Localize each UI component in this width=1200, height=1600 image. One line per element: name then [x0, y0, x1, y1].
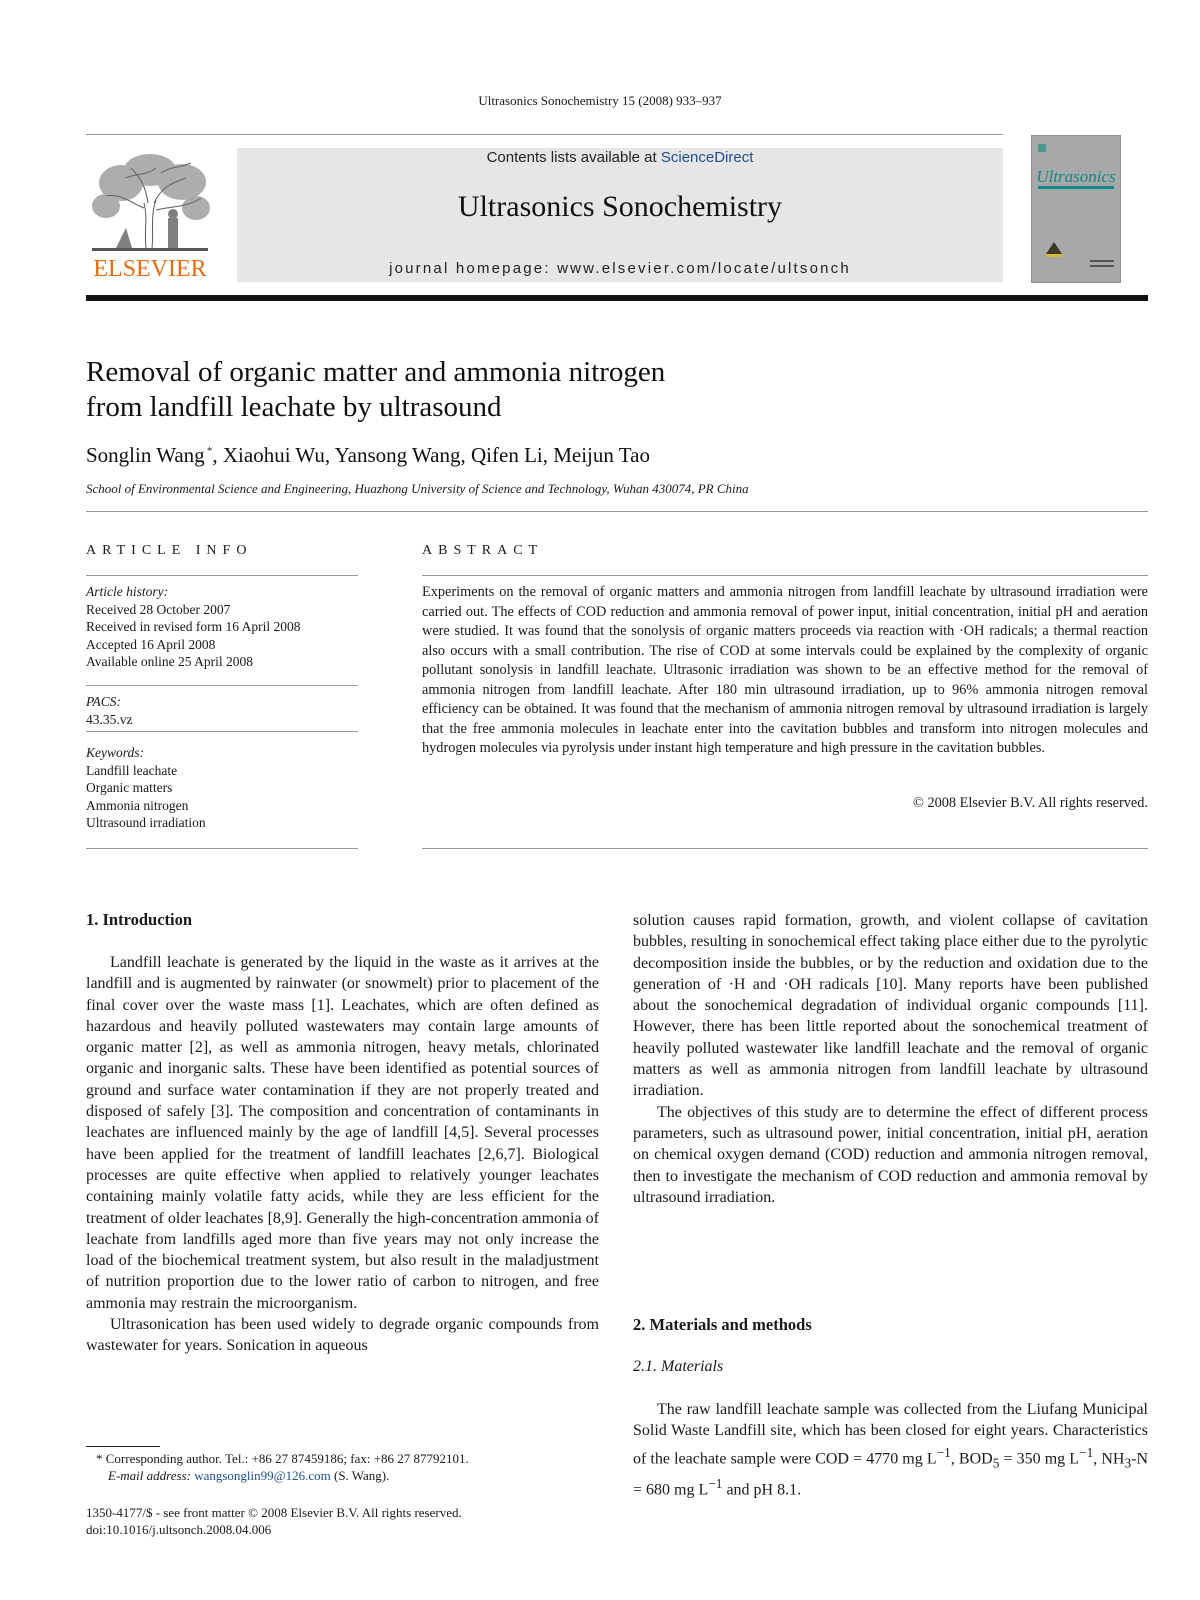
- history-label: Article history:: [86, 584, 169, 599]
- email-suffix: (S. Wang).: [330, 1468, 390, 1483]
- keyword-item: Organic matters: [86, 780, 173, 795]
- corresponding-author-note: [96, 1450, 656, 1467]
- info-bottom-rule: [86, 848, 358, 849]
- section-heading-materials-methods: 2. Materials and methods: [633, 1315, 812, 1334]
- intro-paragraph-4: The objectives of this study are to determine the effect of different process parameters, such as ultrasound power, initial concentration, initial pH, aeration on chemical oxygen demand (COD) reduction and ammonia nitrogen removal, then to investigate the mechanism of COD reduction and ammonia removal by ultrasound irradiation.: [633, 1103, 1148, 1206]
- abstract-heading: ABSTRACT: [422, 543, 544, 558]
- nh-subscript: 3: [1124, 1455, 1132, 1471]
- unit-exponent: −1: [936, 1444, 951, 1460]
- corresponding-contact: Corresponding author. Tel.: +86 27 87459186; fax: +86 27 87792101.: [102, 1451, 469, 1466]
- keyword-item: Ultrasound irradiation: [86, 815, 206, 830]
- ph-value: and pH 8.1.: [722, 1481, 802, 1499]
- received-date: Received 28 October 2007: [86, 601, 231, 617]
- revised-date: Received in revised form 16 April 2008: [86, 619, 301, 634]
- email-link[interactable]: wangsonglin99@126.com: [194, 1468, 331, 1483]
- keywords-divider: [86, 731, 358, 732]
- contents-availability: [237, 148, 1003, 166]
- abstract-text: Experiments on the removal of organic matters and ammonia nitrogen from landfill leachate by ultrasound irradiation were carried out. The effects of COD reduction and ammonia removal of power input, initial concentration, initial pH and aeration were studied. It was found that the sonolysis of organic matters proceeds via reaction with ·OH radicals; a thermal reaction also occurs with a small contribution. The rise of COD at some intervals could be explained by the complexity of organic pollutant sonolysis in landfill leachate. Ultrasonic irradiation was shown to be an effective method for the removal of ammonia nitrogen from landfill leachate. After 180 min ultrasound irradiation, up to 96% ammonia nitrogen removal efficiency can be obtained. It was found that the mechanism of ammonia nitrogen removal by ultrasound irradiation is largely that the free ammonia molecules in leachate enter into the cavitation bubbles and transform into nitrogen molecules and hydrogen molecules via pyrolysis under instant high temperature and high pressure in the cavitation bubbles.: [422, 584, 1148, 756]
- keywords-block: [86, 744, 358, 832]
- info-top-rule: [86, 575, 358, 576]
- affiliation: School of Environmental Science and Engineering, Huazhong University of Science and Technology, Wuhan 430074, PR China: [86, 481, 749, 496]
- intro-paragraph-1: Landfill leachate is generated by the liquid in the waste as it arrives at the landfill and is augmented by rainwater (or snowmelt) prior to placement of the final cover over the waste mass [1]. Leachates, which are often defined as hazardous and heavily polluted wastewaters may contain large amounts of organic matter [2], as well as ammonia nitrogen, heavy metals, chlorinated organic and inorganic salts. These have been identified as potential sources of ground and surface water contamination if they are not properly treated and disposed of safely [3]. The composition and concentration of contaminants in leachates are influenced mainly by the age of landfill [4,5]. Several processes have been applied for the treatment of landfill leachates [2,6,7]. Biological processes are quite effective when applied to relatively younger leachates containing mainly volatile fatty acids, while they are less efficient for the treatment of older leachates [8,9]. Generally the high-concentration ammonia of leachate from landfills aged more than five years may not only increase the load of the biochemical treatment system, but also result in the maladjustment of nutrition proportion due to the lower ratio of carbon to nitrogen, and free ammonia may restrain the microorganism.: [86, 954, 599, 1312]
- intro-paragraph-3: solution causes rapid formation, growth, and violent collapse of cavitation bubbles, resulting in sonochemical effect taking place either due to the pyrolytic decomposition inside the bubbles, or by the reduction and oxidation due to the generation of ·H and ·OH radicals [10]. Many reports have been published about the sonochemical degradation of individual organic compounds [11]. However, there has been little reported about the sonochemical treatment of heavily polluted wastewater like landfill leachate and the removal of organic matters as well as ammonia nitrogen from landfill leachate by ultrasound irradiation.: [633, 912, 1148, 1100]
- journal-banner: [237, 148, 1003, 282]
- pacs-code: 43.35.vz: [86, 711, 133, 727]
- pacs-block: [86, 693, 358, 728]
- materials-text: [633, 1399, 1148, 1501]
- sciencedirect-link[interactable]: ScienceDirect: [660, 149, 754, 166]
- doi-line[interactable]: doi:10.1016/j.ultsonch.2008.04.006: [86, 1522, 272, 1537]
- bod-label: , BOD: [950, 1449, 993, 1467]
- affiliation-divider: [86, 511, 1148, 512]
- author-list: [86, 443, 650, 468]
- first-author: Songlin Wang: [86, 443, 205, 467]
- publisher-wordmark: ELSEVIER: [93, 256, 207, 282]
- issn-doi-block: [86, 1504, 462, 1538]
- elsevier-logo: [86, 148, 214, 282]
- nh-value: -N = 680 mg L: [633, 1449, 1149, 1499]
- unit-exponent: −1: [708, 1476, 723, 1492]
- title-line-2: from landfill leachate by ultrasound: [86, 391, 502, 423]
- journal-name: Ultrasonics Sonochemistry: [457, 190, 783, 223]
- intro-paragraph-2: Ultrasonication has been used widely to degrade organic compounds from wastewater for years. Sonication in aqueous: [86, 1316, 599, 1355]
- pacs-divider: [86, 685, 358, 686]
- abstract-copyright: © 2008 Elsevier B.V. All rights reserved.: [913, 795, 1148, 811]
- article-history: [86, 583, 358, 671]
- email-line: [96, 1467, 656, 1484]
- left-column-text: [86, 952, 599, 1357]
- footnote-mark: *: [96, 1451, 103, 1466]
- contents-prefix: Contents lists available at: [486, 149, 661, 166]
- unit-exponent: −1: [1079, 1444, 1094, 1460]
- article-title: [86, 355, 786, 425]
- title-line-1: Removal of organic matter and ammonia nitrogen: [86, 356, 666, 388]
- keywords-label: Keywords:: [86, 745, 144, 760]
- header-thick-rule: [86, 295, 1148, 301]
- materials-paragraph: [633, 1399, 1148, 1501]
- accepted-date: Accepted 16 April 2008: [86, 636, 216, 652]
- corresponding-author-mark[interactable]: [205, 445, 213, 457]
- abstract-bottom-rule: [422, 848, 1148, 849]
- keyword-item: Ammonia nitrogen: [86, 797, 189, 813]
- elsevier-tree-icon: [86, 148, 214, 282]
- journal-citation: Ultrasonics Sonochemistry 15 (2008) 933–937: [478, 93, 722, 108]
- materials-text-main: The raw landfill leachate sample was collected from the Liufang Municipal Solid Waste Landfill site, which has been closed for eight years. Characteristics of the leachate sample were COD = 4770 mg L: [633, 1401, 1148, 1467]
- journal-homepage-link[interactable]: journal homepage: www.elsevier.com/locate/ultsonch: [389, 260, 851, 277]
- pacs-label: PACS:: [86, 694, 122, 709]
- keyword-item: Landfill leachate: [86, 762, 178, 778]
- subsection-heading-materials: 2.1. Materials: [633, 1358, 724, 1375]
- email-label: E-mail address:: [108, 1468, 195, 1483]
- bod-value: = 350 mg L: [999, 1449, 1080, 1467]
- bod-subscript: 5: [992, 1455, 1000, 1471]
- right-column-text: [633, 910, 1148, 1208]
- author-mark-symbol: *: [206, 445, 213, 457]
- journal-cover-image: [1032, 136, 1120, 282]
- top-divider: [86, 134, 1003, 135]
- abstract-top-rule: [422, 575, 1148, 576]
- journal-cover-thumbnail: [1031, 135, 1121, 283]
- footnote-rule: [86, 1446, 160, 1447]
- online-date: Available online 25 April 2008: [86, 654, 253, 669]
- cover-title: Ultrasonics: [1036, 167, 1116, 186]
- section-heading-introduction: 1. Introduction: [86, 910, 193, 929]
- article-info-heading: ARTICLE INFO: [86, 543, 253, 558]
- front-matter-line: 1350-4177/$ - see front matter © 2008 Elsevier B.V. All rights reserved.: [86, 1505, 462, 1520]
- other-authors: , Xiaohui Wu, Yansong Wang, Qifen Li, Meijun Tao: [212, 443, 650, 467]
- nh-label: , NH: [1093, 1449, 1125, 1467]
- footnote: [96, 1450, 656, 1484]
